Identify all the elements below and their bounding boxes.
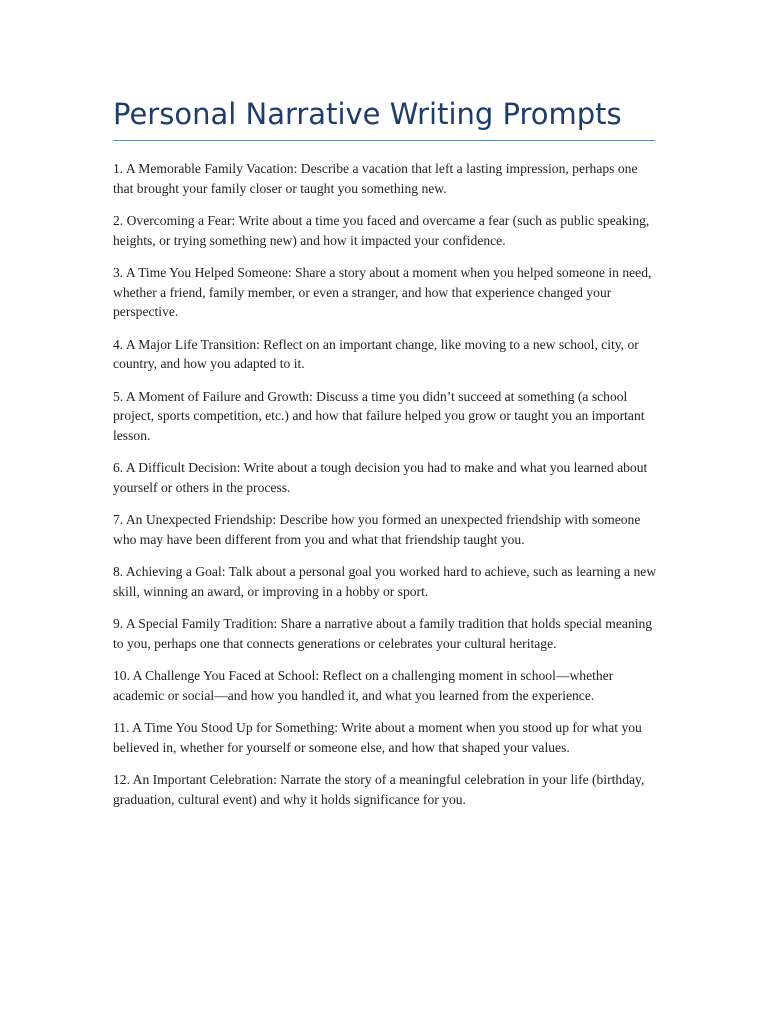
document-title: Personal Narrative Writing Prompts — [113, 97, 622, 131]
prompt-item-5: 5. A Moment of Failure and Growth: Discuss a time you didn’t succeed at something (a school project, sports competition, etc.) and how that failure helped you grow or taught you an important lesson. — [113, 388, 645, 443]
prompt-item-7: 7. An Unexpected Friendship: Describe how you formed an unexpected friendship with someone who may have been different from you and what that friendship taught you. — [113, 512, 641, 547]
prompt-item-11: 11. A Time You Stood Up for Something: Write about a moment when you stood up for what you believed in, whether for yourself or someone else, and how that shaped your values. — [113, 720, 642, 755]
prompt-item-6: 6. A Difficult Decision: Write about a tough decision you had to make and what you learned about yourself or others in the process. — [113, 460, 648, 495]
prompt-item-8: 8. Achieving a Goal: Talk about a personal goal you worked hard to achieve, such as learning a new skill, winning an award, or improving in a hobby or sport. — [113, 564, 657, 599]
prompt-item-12: 12. An Important Celebration: Narrate the story of a meaningful celebration in your life (birthday, graduation, cultural event) and why it holds significance for you. — [113, 772, 645, 807]
prompt-item-1: 1. A Memorable Family Vacation: Describe a vacation that left a lasting impression, perhaps one that brought your family closer or taught you something new. — [113, 161, 638, 196]
prompt-list — [113, 159, 657, 822]
prompt-item-10: 10. A Challenge You Faced at School: Reflect on a challenging moment in school—whether academic or social—and how you handled it, and what you learned from the experience. — [113, 668, 614, 703]
prompt-item-9: 9. A Special Family Tradition: Share a narrative about a family tradition that holds special meaning to you, perhaps one that connects generations or celebrates your cultural heritage. — [113, 616, 653, 651]
prompt-item-3: 3. A Time You Helped Someone: Share a story about a moment when you helped someone in need, whether a friend, family member, or even a stranger, and how that experience changed your perspective. — [113, 265, 652, 319]
title-underline — [113, 140, 655, 141]
prompt-item-2: 2. Overcoming a Fear: Write about a time you faced and overcame a fear (such as public speaking, heights, or trying something new) and how it impacted your confidence. — [113, 213, 650, 248]
prompt-item-4: 4. A Major Life Transition: Reflect on an important change, like moving to a new school, city, or country, and how you adapted to it. — [113, 336, 639, 371]
